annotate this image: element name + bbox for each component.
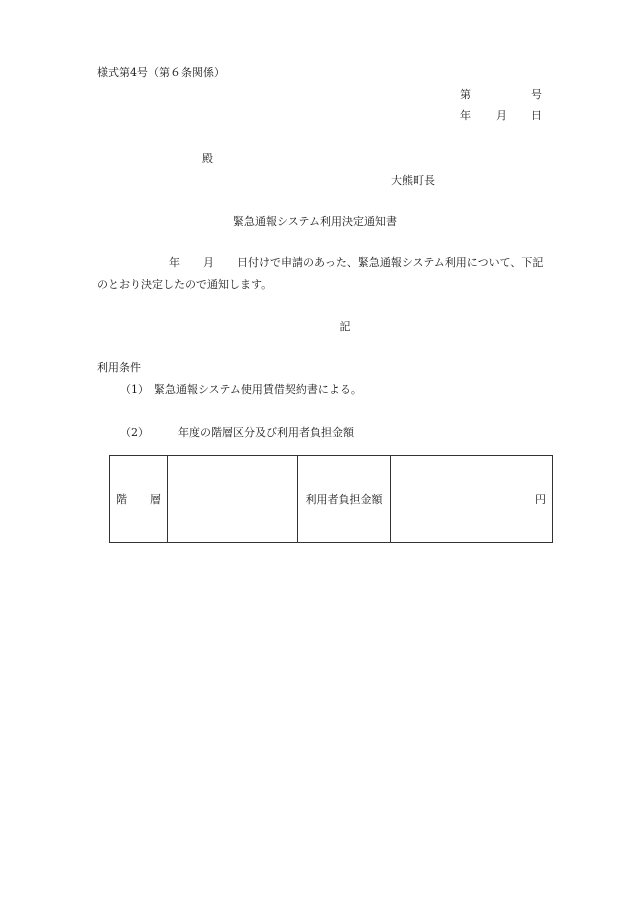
conditions-heading: 利用条件: [97, 361, 141, 374]
issuer-name: 大熊町長: [391, 174, 435, 187]
ki-marker: 記: [339, 320, 351, 333]
table-row: [110, 456, 553, 543]
fee-table: [109, 455, 553, 543]
fee-value-cell: [391, 456, 553, 543]
fee-label-cell: 利用者負担金額: [298, 456, 391, 543]
body-line-2: のとおり決定したので通知します。: [97, 278, 273, 291]
condition-item-1: [120, 383, 362, 397]
form-number: 様式第4号（第６条関係）: [97, 66, 225, 79]
floor-label-char-2: 層: [150, 493, 161, 506]
fee-unit: 円: [535, 493, 546, 506]
body-month-label: 月: [203, 256, 214, 269]
floor-label-cell: [110, 456, 168, 543]
document-title: 緊急通報システム利用決定通知書: [233, 215, 397, 228]
condition-item-2-label: （2）: [120, 426, 149, 439]
document-number-prefix: 第: [460, 88, 471, 101]
date-day-label: 日: [531, 109, 542, 122]
body-line-1-text: 日付けで申請のあった、緊急通報システム利用について、下記: [237, 256, 544, 269]
addressee-honorific: 殿: [202, 152, 213, 165]
condition-item-2-text: 年度の階層区分及び利用者負担金額: [178, 426, 354, 439]
condition-item-1-label: （1）: [120, 383, 149, 396]
body-year-label: 年: [169, 256, 180, 269]
floor-value-cell: [168, 456, 298, 543]
date-month-label: 月: [496, 109, 507, 122]
date-year-label: 年: [460, 109, 471, 122]
condition-item-2: [120, 426, 354, 440]
document-number-suffix: 号: [531, 88, 542, 101]
floor-label-char-1: 階: [116, 493, 127, 506]
condition-item-1-text: 緊急通報システム使用賃借契約書による。: [154, 383, 362, 396]
